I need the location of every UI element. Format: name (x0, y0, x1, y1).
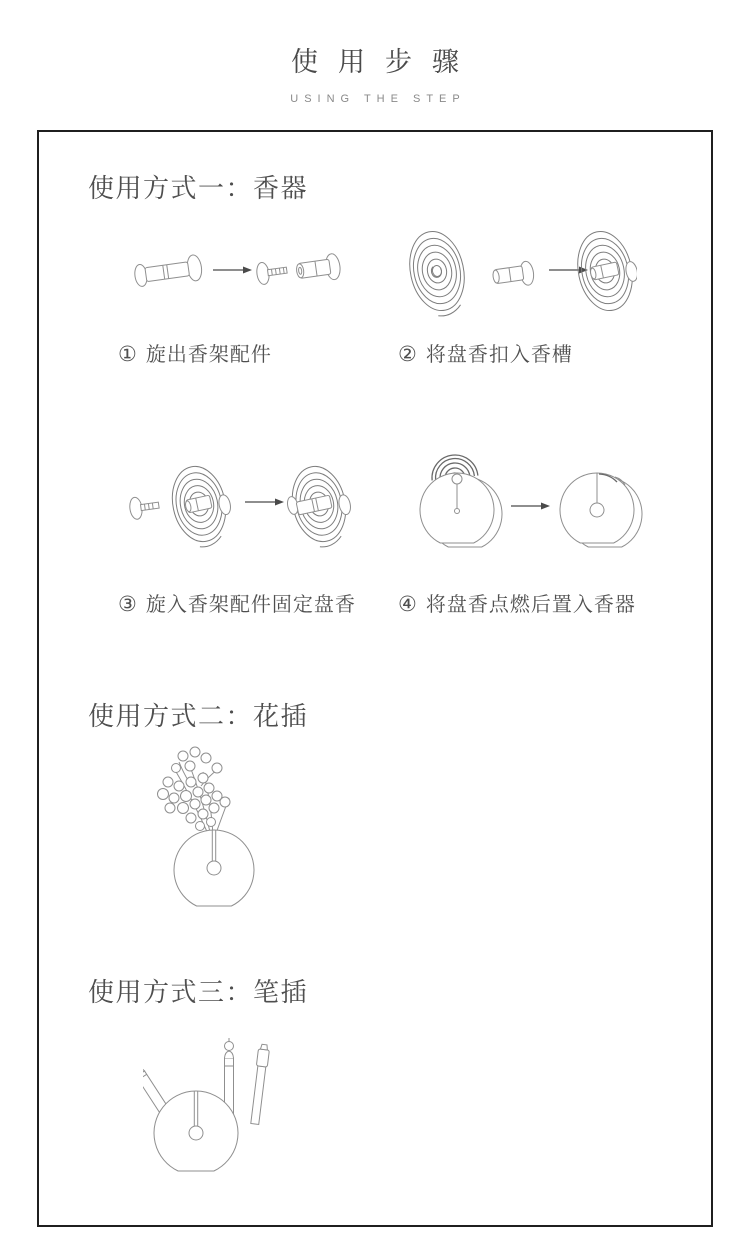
instruction-panel (37, 130, 713, 1227)
round-vase-with-berry-branch-illustration (143, 742, 353, 922)
page-header (0, 0, 750, 105)
step-caption (398, 588, 636, 617)
step-number-badge: ① (118, 343, 138, 366)
step-label: 旋出香架配件 (145, 344, 272, 366)
section-heading-incense-burner: 使用方式一：香器 (88, 173, 309, 203)
clip-coil-incense-into-slot-illustration (397, 214, 637, 332)
unscrew-incense-rack-accessory-illustration (123, 226, 345, 321)
step-caption (118, 588, 356, 617)
page-subtitle: USING THE STEP (290, 93, 466, 105)
page-title: 使用步骤 (291, 47, 479, 77)
section-heading-pen-holder: 使用方式三：笔插 (88, 977, 309, 1007)
step-label: 将盘香点燃后置入香器 (425, 594, 636, 616)
step-number-badge: ② (398, 343, 418, 366)
step-number-badge: ③ (118, 593, 138, 616)
step-number-badge: ④ (398, 593, 418, 616)
screw-in-accessory-to-fix-coil-illustration (127, 454, 357, 559)
step-caption (118, 338, 272, 367)
round-holder-with-pens-illustration (143, 1016, 353, 1196)
step-label: 旋入香架配件固定盘香 (145, 594, 356, 616)
section-heading-flower-vase: 使用方式二：花插 (88, 701, 309, 731)
step-caption (398, 338, 573, 367)
step-label: 将盘香扣入香槽 (425, 344, 573, 366)
light-coil-and-place-into-burner-illustration (405, 450, 645, 565)
